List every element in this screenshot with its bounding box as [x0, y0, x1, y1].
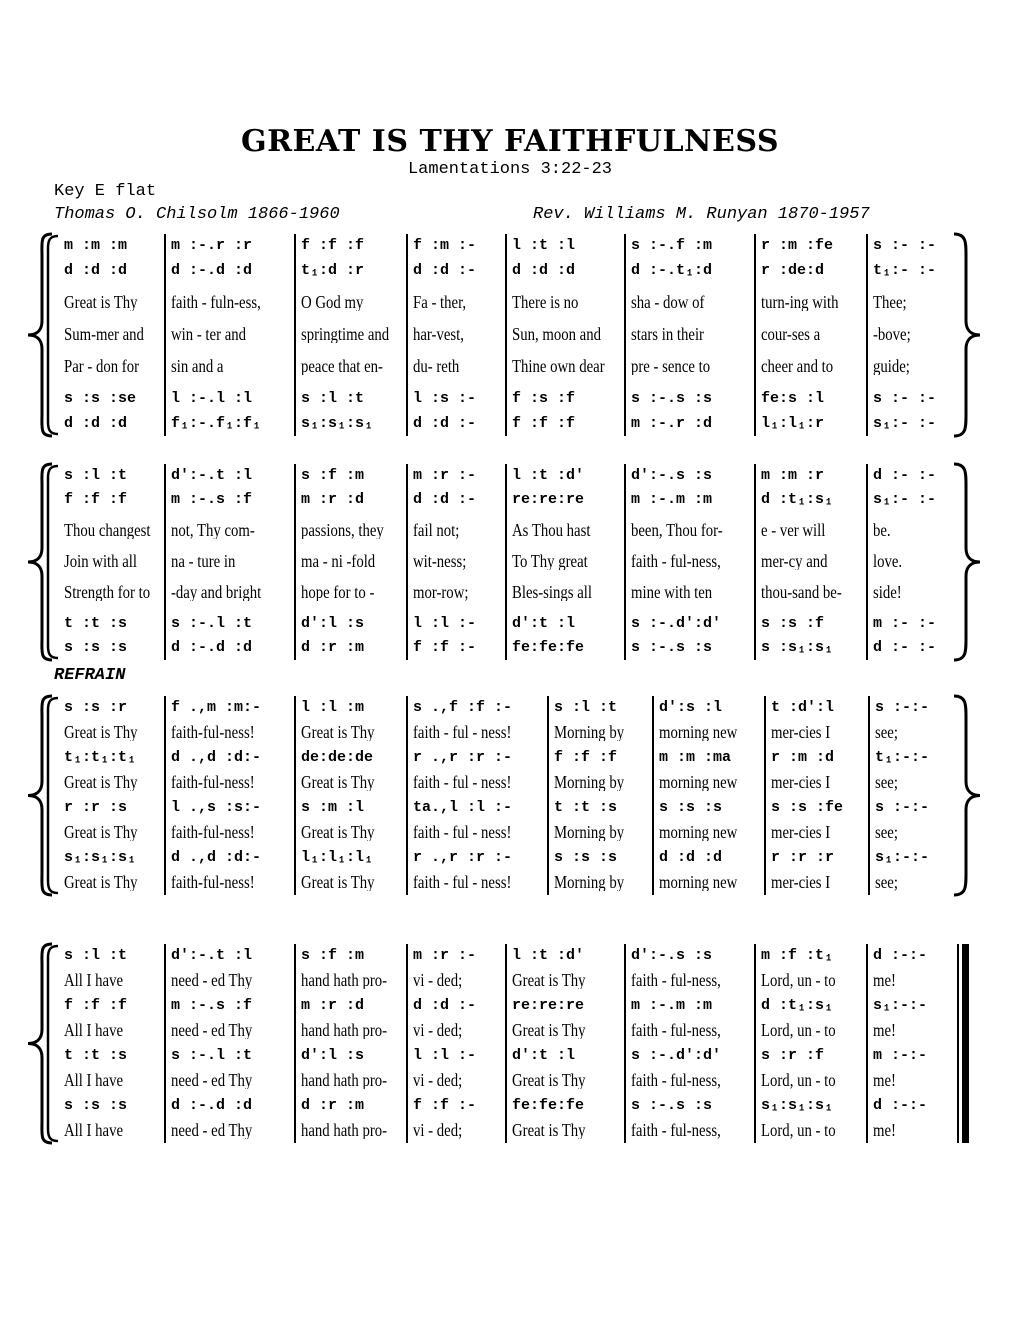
- solfa-cell: m :-.m :m: [631, 492, 713, 507]
- solfa-cell: s :-.d':d': [631, 1048, 722, 1063]
- lyric-cell: vi - ded;: [413, 971, 463, 989]
- solfa-cell: m :r :d: [301, 492, 365, 507]
- lyric-cell: Sum-mer and: [64, 325, 144, 343]
- solfa-cell: s :l :t: [64, 468, 128, 483]
- right-brace: [954, 696, 980, 895]
- solfa-cell: f :f :-: [413, 640, 477, 655]
- lyric-cell: du- reth: [413, 357, 460, 375]
- lyric-cell: faith - ful-ness,: [631, 1121, 721, 1139]
- lyric-cell: sha - dow of: [631, 293, 705, 311]
- lyric-cell: morning new: [659, 873, 738, 891]
- lyric-cell: Great is Thy: [512, 971, 586, 989]
- lyric-cell: need - ed Thy: [171, 971, 253, 989]
- solfa-cell: ta.,l :l :-: [413, 800, 513, 815]
- lyric-cell: hand hath pro-: [301, 1121, 388, 1139]
- solfa-cell: t₁:-:-: [875, 750, 930, 765]
- lyric-cell: see;: [875, 873, 898, 891]
- solfa-cell: r :de:d: [761, 263, 825, 278]
- lyric-cell: vi - ded;: [413, 1071, 463, 1089]
- solfa-cell: d .,d :d:-: [171, 750, 262, 765]
- lyric-cell: Join with all: [64, 552, 137, 570]
- solfa-cell: s .,f :f :-: [413, 700, 513, 715]
- solfa-cell: re:re:re: [512, 492, 585, 507]
- solfa-cell: s :s :se: [64, 391, 137, 406]
- lyric-cell: Morning by: [554, 873, 625, 891]
- solfa-cell: f :f :f: [512, 416, 576, 431]
- solfa-cell: t :t :s: [554, 800, 618, 815]
- right-brace: [954, 464, 980, 660]
- final-barline-thick: [962, 944, 969, 1143]
- lyric-cell: fail not;: [413, 521, 460, 539]
- solfa-cell: l :t :d': [512, 468, 585, 483]
- lyric-cell: Great is Thy: [64, 723, 138, 741]
- solfa-cell: s :f :m: [301, 468, 365, 483]
- solfa-cell: r :r :r: [771, 850, 835, 865]
- solfa-cell: s :l :t: [64, 948, 128, 963]
- solfa-cell: t :d':l: [771, 700, 835, 715]
- lyric-cell: To Thy great: [512, 552, 588, 570]
- solfa-cell: d :- :-: [873, 468, 937, 483]
- lyricist-credit: Thomas O. Chilsolm 1866-1960: [54, 205, 340, 224]
- solfa-cell: m :- :-: [873, 616, 937, 631]
- lyric-cell: side!: [873, 583, 902, 601]
- lyric-cell: mer-cies I: [771, 873, 831, 891]
- solfa-cell: s :s :f: [761, 616, 825, 631]
- lyric-cell: faith-ful-ness!: [171, 773, 255, 791]
- lyric-cell: cour-ses a: [761, 325, 821, 343]
- lyric-cell: morning new: [659, 773, 738, 791]
- solfa-cell: f :f :f: [554, 750, 618, 765]
- score-system-3: [0, 694, 1020, 899]
- solfa-cell: m :f :t₁: [761, 948, 834, 963]
- solfa-cell: s :-.l :t: [171, 616, 253, 631]
- lyric-cell: faith - ful-ness,: [631, 1071, 721, 1089]
- lyric-cell: mer-cies I: [771, 823, 831, 841]
- lyric-cell: Great is Thy: [64, 873, 138, 891]
- solfa-cell: t₁:d :r: [301, 263, 365, 278]
- lyric-cell: thou-sand be-: [761, 583, 842, 601]
- lyric-cell: Great is Thy: [64, 293, 138, 311]
- lyric-cell: not, Thy com-: [171, 521, 255, 539]
- lyric-cell: need - ed Thy: [171, 1121, 253, 1139]
- lyric-cell: ma - ni -fold: [301, 552, 376, 570]
- solfa-cell: s :- :-: [873, 391, 937, 406]
- solfa-cell: s :l :t: [301, 391, 365, 406]
- solfa-cell: r :r :s: [64, 800, 128, 815]
- solfa-cell: s :-.l :t: [171, 1048, 253, 1063]
- solfa-cell: m :-.m :m: [631, 998, 713, 1013]
- lyric-cell: me!: [873, 1121, 896, 1139]
- solfa-cell: s₁:- :-: [873, 416, 937, 431]
- solfa-cell: f .,m :m:-: [171, 700, 262, 715]
- solfa-cell: m :m :m: [64, 238, 128, 253]
- solfa-cell: d':s :l: [659, 700, 723, 715]
- lyric-cell: -bove;: [873, 325, 911, 343]
- lyric-cell: Strength for to: [64, 583, 151, 601]
- lyric-cell: hand hath pro-: [301, 1021, 388, 1039]
- lyric-cell: Great is Thy: [512, 1021, 586, 1039]
- solfa-cell: s :s :s: [554, 850, 618, 865]
- solfa-cell: d :d :d: [64, 263, 128, 278]
- solfa-cell: s₁:s₁:s₁: [64, 850, 137, 865]
- lyric-cell: morning new: [659, 823, 738, 841]
- solfa-cell: fe:fe:fe: [512, 640, 585, 655]
- solfa-cell: d :t₁:s₁: [761, 998, 834, 1013]
- solfa-cell: s :s :r: [64, 700, 128, 715]
- right-brace: [954, 234, 980, 436]
- solfa-cell: s :-.s :s: [631, 640, 713, 655]
- lyric-cell: see;: [875, 823, 898, 841]
- solfa-cell: s :r :f: [761, 1048, 825, 1063]
- solfa-cell: d :d :d: [64, 416, 128, 431]
- lyric-cell: faith - ful - ness!: [413, 773, 512, 791]
- lyric-cell: -day and bright: [171, 583, 262, 601]
- solfa-cell: f :m :-: [413, 238, 477, 253]
- lyric-cell: na - ture in: [171, 552, 236, 570]
- solfa-cell: d':-.t :l: [171, 948, 253, 963]
- lyric-cell: faith-ful-ness!: [171, 823, 255, 841]
- solfa-cell: l :l :-: [413, 616, 477, 631]
- lyric-cell: Thine own dear: [512, 357, 605, 375]
- lyric-cell: sin and a: [171, 357, 224, 375]
- lyric-cell: hand hath pro-: [301, 971, 388, 989]
- lyric-cell: mer-cies I: [771, 773, 831, 791]
- solfa-cell: f :f :f: [64, 492, 128, 507]
- lyric-cell: Great is Thy: [64, 773, 138, 791]
- lyric-cell: Bles-sings all: [512, 583, 592, 601]
- lyric-cell: cheer and to: [761, 357, 834, 375]
- solfa-cell: l :-.l :l: [171, 391, 253, 406]
- solfa-cell: f :f :f: [64, 998, 128, 1013]
- lyric-cell: been, Thou for-: [631, 521, 723, 539]
- lyric-cell: Great is Thy: [301, 823, 375, 841]
- left-bracket: [48, 466, 58, 658]
- solfa-cell: s :-.s :s: [631, 1098, 713, 1113]
- lyric-cell: Great is Thy: [512, 1121, 586, 1139]
- solfa-cell: d :-:-: [873, 948, 928, 963]
- score-system-1: [0, 232, 1020, 440]
- solfa-cell: d :d :-: [413, 492, 477, 507]
- solfa-cell: l₁:l₁:r: [761, 416, 825, 431]
- lyric-cell: Great is Thy: [512, 1071, 586, 1089]
- solfa-cell: m :r :-: [413, 468, 477, 483]
- solfa-cell: fe:fe:fe: [512, 1098, 585, 1113]
- solfa-cell: fe:s :l: [761, 391, 825, 406]
- lyric-cell: Morning by: [554, 723, 625, 741]
- solfa-cell: d :t₁:s₁: [761, 492, 834, 507]
- solfa-cell: d :-.d :d: [171, 263, 253, 278]
- solfa-cell: d':l :s: [301, 616, 365, 631]
- lyric-cell: As Thou hast: [512, 521, 591, 539]
- solfa-cell: d':t :l: [512, 616, 576, 631]
- solfa-cell: s :- :-: [873, 238, 937, 253]
- lyric-cell: vi - ded;: [413, 1021, 463, 1039]
- solfa-cell: d :- :-: [873, 640, 937, 655]
- lyric-cell: All I have: [64, 1021, 124, 1039]
- solfa-cell: d :-.t₁:d: [631, 263, 713, 278]
- solfa-cell: d :-.d :d: [171, 640, 253, 655]
- solfa-cell: l :t :l: [512, 238, 576, 253]
- score-system-2: [0, 462, 1020, 664]
- solfa-cell: m :-:-: [873, 1048, 928, 1063]
- lyric-cell: me!: [873, 1071, 896, 1089]
- lyric-cell: mer-cy and: [761, 552, 828, 570]
- lyric-cell: faith - ful - ness!: [413, 873, 512, 891]
- solfa-cell: d':-.s :s: [631, 948, 713, 963]
- solfa-cell: m :-.r :d: [631, 416, 713, 431]
- lyric-cell: faith - ful-ness,: [631, 971, 721, 989]
- solfa-cell: d :d :-: [413, 263, 477, 278]
- solfa-cell: s₁:s₁:s₁: [301, 416, 374, 431]
- lyric-cell: see;: [875, 723, 898, 741]
- solfa-cell: s :s :s: [659, 800, 723, 815]
- solfa-cell: l₁:l₁:l₁: [301, 850, 374, 865]
- lyric-cell: wit-ness;: [413, 552, 467, 570]
- lyric-cell: faith-ful-ness!: [171, 873, 255, 891]
- lyric-cell: me!: [873, 971, 896, 989]
- solfa-cell: m :-.r :r: [171, 238, 253, 253]
- lyric-cell: turn-ing with: [761, 293, 839, 311]
- solfa-cell: r :m :fe: [761, 238, 834, 253]
- lyric-cell: All I have: [64, 1071, 124, 1089]
- solfa-cell: d .,d :d:-: [171, 850, 262, 865]
- lyric-cell: mor-row;: [413, 583, 469, 601]
- left-bracket: [48, 236, 58, 434]
- solfa-cell: l :t :d': [512, 948, 585, 963]
- solfa-cell: s :f :m: [301, 948, 365, 963]
- composer-credit: Rev. Williams M. Runyan 1870-1957: [533, 205, 870, 224]
- lyric-cell: see;: [875, 773, 898, 791]
- solfa-cell: f :f :-: [413, 1098, 477, 1113]
- left-bracket: [48, 946, 58, 1141]
- solfa-cell: l :l :-: [413, 1048, 477, 1063]
- solfa-cell: de:de:de: [301, 750, 374, 765]
- solfa-cell: s :s₁:s₁: [761, 640, 834, 655]
- solfa-cell: d':l :s: [301, 1048, 365, 1063]
- lyric-cell: guide;: [873, 357, 910, 375]
- lyric-cell: faith - ful - ness!: [413, 723, 512, 741]
- lyric-cell: passions, they: [301, 521, 384, 539]
- lyric-cell: morning new: [659, 723, 738, 741]
- lyric-cell: Fa - ther,: [413, 293, 467, 311]
- left-bracket: [48, 698, 58, 893]
- solfa-cell: m :r :-: [413, 948, 477, 963]
- solfa-cell: d :r :m: [301, 1098, 365, 1113]
- lyric-cell: springtime and: [301, 325, 390, 343]
- solfa-cell: t₁:t₁:t₁: [64, 750, 137, 765]
- solfa-cell: m :-.s :f: [171, 998, 253, 1013]
- lyric-cell: mine with ten: [631, 583, 713, 601]
- solfa-cell: s :-.s :s: [631, 391, 713, 406]
- solfa-cell: r .,r :r :-: [413, 850, 513, 865]
- solfa-cell: s :-.d':d': [631, 616, 722, 631]
- solfa-cell: d :d :-: [413, 998, 477, 1013]
- solfa-cell: s :-:-: [875, 800, 930, 815]
- lyric-cell: Lord, un - to: [761, 1021, 836, 1039]
- lyric-cell: hand hath pro-: [301, 1071, 388, 1089]
- solfa-cell: t :t :s: [64, 1048, 128, 1063]
- solfa-cell: s :s :s: [64, 640, 128, 655]
- solfa-cell: re:re:re: [512, 998, 585, 1013]
- lyric-cell: Thou changest: [64, 521, 151, 539]
- solfa-cell: s₁:-:-: [875, 850, 930, 865]
- lyric-cell: Great is Thy: [301, 723, 375, 741]
- lyric-cell: Great is Thy: [301, 873, 375, 891]
- key-signature: Key E flat: [54, 182, 157, 201]
- solfa-cell: f₁:-.f₁:f₁: [171, 416, 262, 431]
- lyric-cell: Morning by: [554, 773, 625, 791]
- solfa-cell: d :d :-: [413, 416, 477, 431]
- solfa-cell: s :l :t: [554, 700, 618, 715]
- solfa-cell: r :m :d: [771, 750, 835, 765]
- solfa-cell: r .,r :r :-: [413, 750, 513, 765]
- lyric-cell: vi - ded;: [413, 1121, 463, 1139]
- solfa-cell: d :r :m: [301, 640, 365, 655]
- score-system-4: [0, 942, 1020, 1147]
- lyric-cell: love.: [873, 552, 903, 570]
- solfa-cell: l .,s :s:-: [171, 800, 262, 815]
- lyric-cell: Morning by: [554, 823, 625, 841]
- solfa-cell: d :-:-: [873, 1098, 928, 1113]
- solfa-cell: t :t :s: [64, 616, 128, 631]
- solfa-cell: l :s :-: [413, 391, 477, 406]
- solfa-cell: s₁:- :-: [873, 492, 937, 507]
- solfa-cell: m :-.s :f: [171, 492, 253, 507]
- solfa-cell: s :-.f :m: [631, 238, 713, 253]
- lyric-cell: All I have: [64, 1121, 124, 1139]
- lyric-cell: Lord, un - to: [761, 971, 836, 989]
- hymn-title: GREAT IS THY FAITHFULNESS: [240, 124, 780, 159]
- lyric-cell: Par - don for: [64, 357, 140, 375]
- lyric-cell: faith-ful-ness!: [171, 723, 255, 741]
- lyric-cell: Great is Thy: [301, 773, 375, 791]
- solfa-cell: s :s :s: [64, 1098, 128, 1113]
- solfa-cell: s :s :fe: [771, 800, 844, 815]
- lyric-cell: har-vest,: [413, 325, 464, 343]
- solfa-cell: s :-:-: [875, 700, 930, 715]
- solfa-cell: m :m :r: [761, 468, 825, 483]
- lyric-cell: hope for to -: [301, 583, 375, 601]
- lyric-cell: Sun, moon and: [512, 325, 601, 343]
- solfa-cell: m :r :d: [301, 998, 365, 1013]
- solfa-cell: f :f :f: [301, 238, 365, 253]
- solfa-cell: d':t :l: [512, 1048, 576, 1063]
- lyric-cell: need - ed Thy: [171, 1021, 253, 1039]
- lyric-cell: pre - sence to: [631, 357, 711, 375]
- solfa-cell: l :l :m: [301, 700, 365, 715]
- lyric-cell: faith - ful-ness,: [631, 1021, 721, 1039]
- lyric-cell: need - ed Thy: [171, 1071, 253, 1089]
- lyric-cell: faith - ful-ness,: [631, 552, 721, 570]
- lyric-cell: be.: [873, 521, 891, 539]
- lyric-cell: e - ver will: [761, 521, 826, 539]
- solfa-cell: d :d :d: [512, 263, 576, 278]
- solfa-cell: m :m :ma: [659, 750, 732, 765]
- lyric-cell: faith - fuln-ess,: [171, 293, 261, 311]
- lyric-cell: All I have: [64, 971, 124, 989]
- lyric-cell: win - ter and: [171, 325, 247, 343]
- lyric-cell: Great is Thy: [64, 823, 138, 841]
- lyric-cell: Thee;: [873, 293, 907, 311]
- lyric-cell: There is no: [512, 293, 579, 311]
- lyric-cell: mer-cies I: [771, 723, 831, 741]
- lyric-cell: Lord, un - to: [761, 1071, 836, 1089]
- lyric-cell: O God my: [301, 293, 364, 311]
- lyric-cell: stars in their: [631, 325, 704, 343]
- solfa-cell: d :d :d: [659, 850, 723, 865]
- lyric-cell: faith - ful - ness!: [413, 823, 512, 841]
- solfa-cell: s₁:s₁:s₁: [761, 1098, 834, 1113]
- scripture-reference: Lamentations 3:22-23: [407, 160, 613, 179]
- lyric-cell: peace that en-: [301, 357, 383, 375]
- solfa-cell: t₁:- :-: [873, 263, 937, 278]
- solfa-cell: d :-.d :d: [171, 1098, 253, 1113]
- solfa-cell: d':-.s :s: [631, 468, 713, 483]
- solfa-cell: f :s :f: [512, 391, 576, 406]
- lyric-cell: me!: [873, 1021, 896, 1039]
- solfa-cell: d':-.t :l: [171, 468, 253, 483]
- lyric-cell: Lord, un - to: [761, 1121, 836, 1139]
- solfa-cell: s₁:-:-: [873, 998, 928, 1013]
- refrain-label: REFRAIN: [54, 666, 126, 685]
- solfa-cell: s :m :l: [301, 800, 365, 815]
